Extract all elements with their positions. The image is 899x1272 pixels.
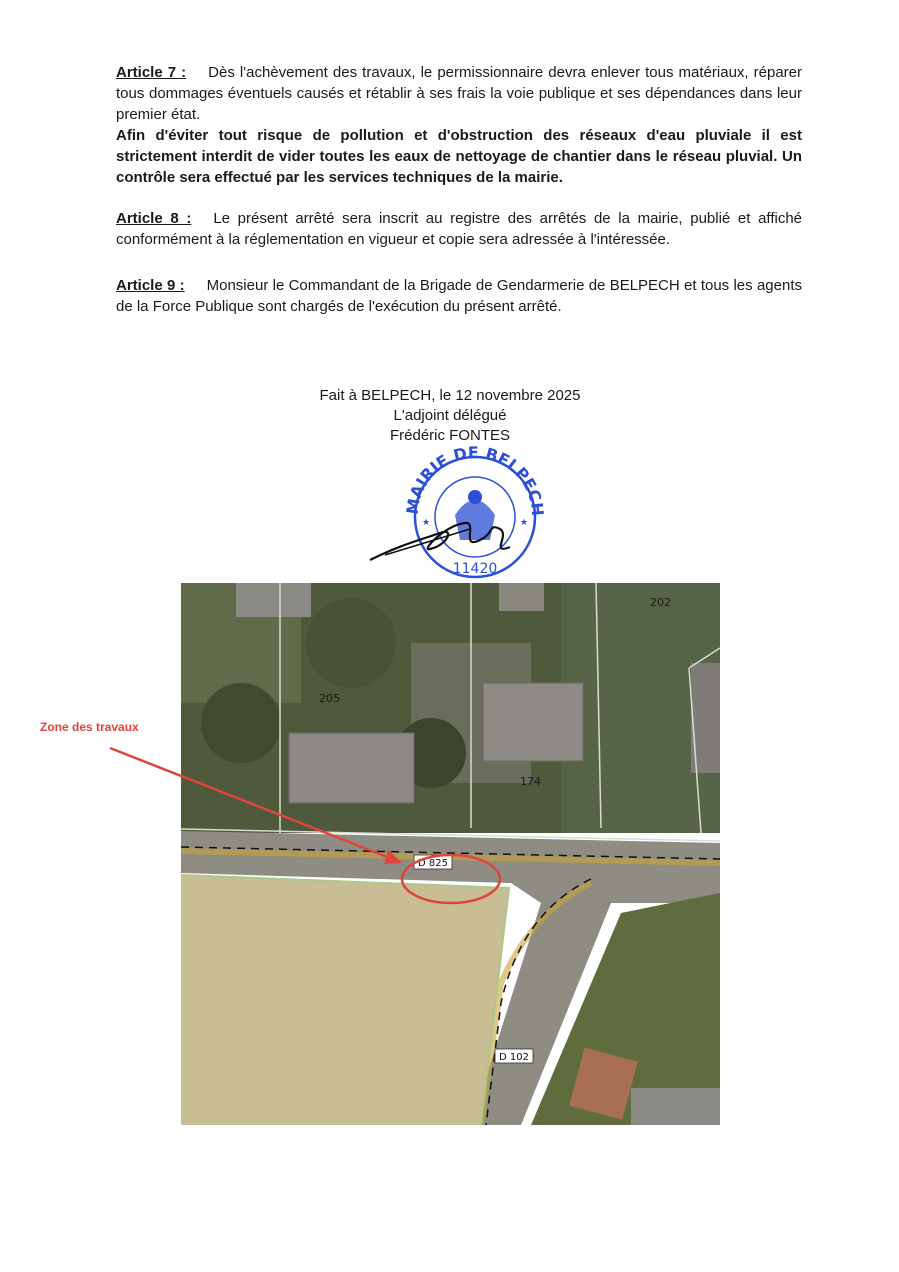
svg-text:★: ★ xyxy=(520,517,529,527)
article-8 xyxy=(116,208,802,250)
svg-text:★: ★ xyxy=(422,517,431,527)
article-7-text: Dès l'achèvement des travaux, le permissionnaire devra enlever tous matériaux, réparer tous dommages éventuels causés et rétablir à ses frais la voie publique et ses dépendances dans leur premier état. xyxy=(116,64,803,123)
road-label-d102: D 102 xyxy=(499,1052,529,1063)
article-7-label: Article 7 : xyxy=(116,64,187,81)
signatory-role: L'adjoint délégué xyxy=(393,407,507,424)
signatory-name: Frédéric FONTES xyxy=(389,427,510,444)
article-8-label: Article 8 : xyxy=(116,210,192,227)
stamp-text-top: MAIRIE DE BELPECH xyxy=(402,445,548,517)
article-7-bold-text: Afin d'éviter tout risque de pollution et d'obstruction des réseaux d'eau pluviale il est strictement interdit de vider toutes les eaux de nettoyage de chantier dans le réseau pluvial. Un contrôle sera effectué par les services techniques de la mairie. xyxy=(116,127,802,186)
aerial-map xyxy=(181,583,720,1125)
article-9-text: Monsieur le Commandant de la Brigade de Gendarmerie de BELPECH et tous les agents de la Force Publique sont chargés de l'exécution du présent arrêté. xyxy=(116,277,802,315)
article-9-label: Article 9 : xyxy=(116,277,185,294)
parcel-174: 174 xyxy=(520,775,541,788)
place-date: Fait à BELPECH, le 12 novembre 2025 xyxy=(319,387,581,404)
article-7 xyxy=(116,62,802,188)
parcel-202: 202 xyxy=(650,596,671,609)
article-8-text: Le présent arrêté sera inscrit au registre des arrêtés de la mairie, publié et affiché conformément à la réglementation en vigueur et copie sera adressée à l'intéressée. xyxy=(116,210,802,248)
mairie-stamp xyxy=(360,445,560,580)
parcel-205: 205 xyxy=(319,692,340,705)
stamp-text-bottom: 11420 xyxy=(452,561,498,577)
article-9 xyxy=(116,275,802,317)
road-label-d825: D 825 xyxy=(418,858,448,869)
signature-block xyxy=(300,386,600,446)
zone-travaux-label: Zone des travaux xyxy=(40,720,139,734)
